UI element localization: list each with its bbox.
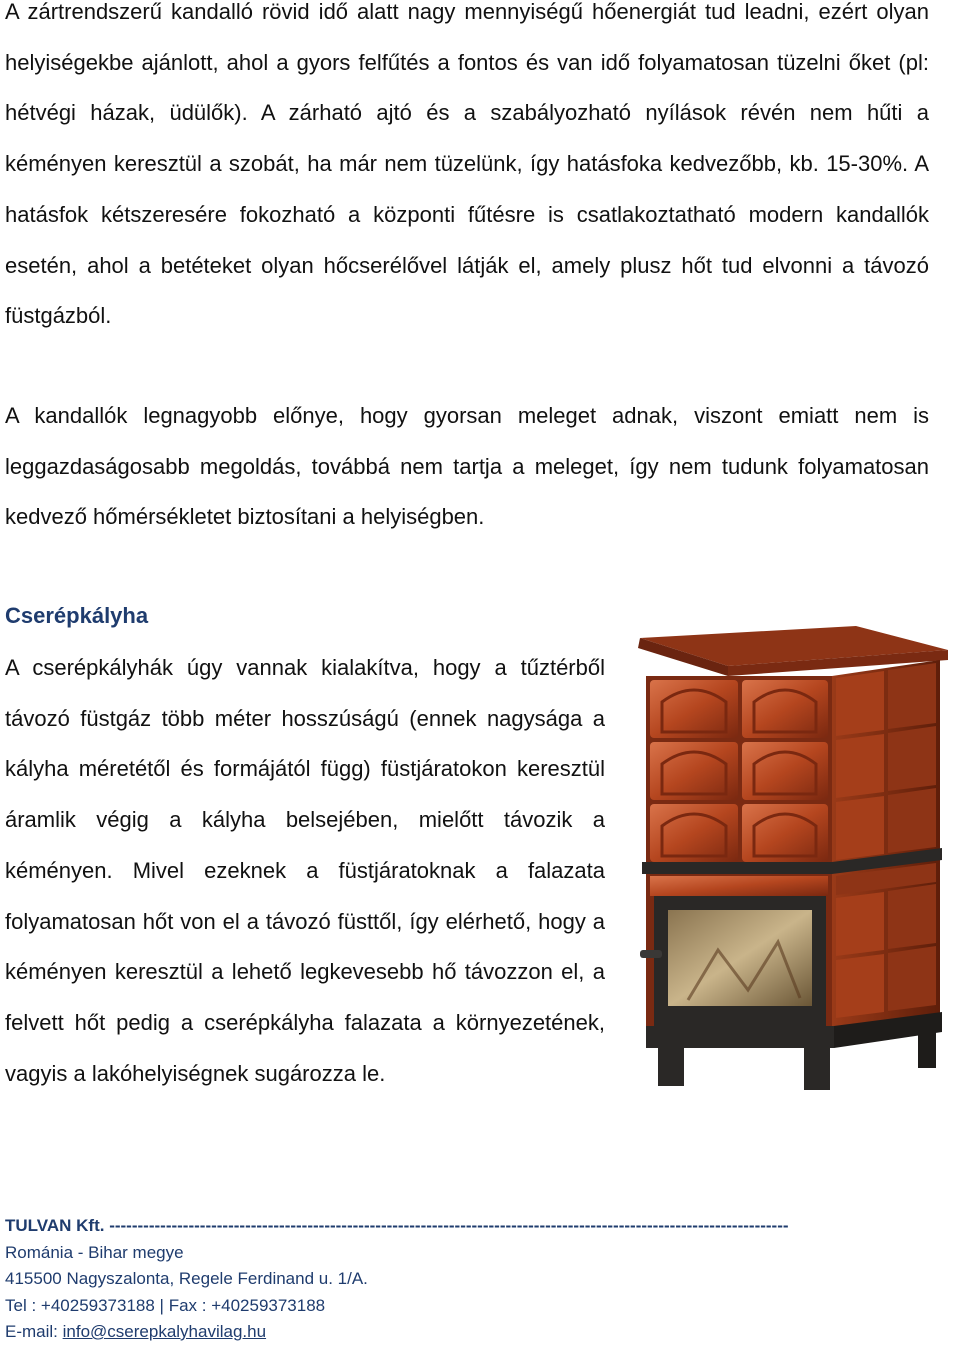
- email-link[interactable]: info@cserepkalyhavilag.hu: [62, 1322, 267, 1341]
- footer: [5, 1213, 935, 1346]
- footer-address: 415500 Nagyszalonta, Regele Ferdinand u. 1/A.: [5, 1269, 368, 1288]
- section-heading: Cserépkályha: [5, 603, 149, 628]
- stove-base: [646, 1026, 834, 1048]
- stove-leg: [804, 1048, 830, 1090]
- paragraph-fireplace: A zártrendszerű kandalló rövid idő alatt nagy mennyiségű hőenergiát tud leadni, ezért olyan helyiségekbe ajánlott, ahol a gyors felfűtés a fontos és van idő folyamatosan tüzelni őket (pl: hétvégi házak, üdülők). A zárható ajtó és a szabályozható nyílások révén nem hűti a kéményen keresztül a szobát, ha már nem tüzelünk, így hatásfoka kedvezőbb, kb. 15-30%. A hatásfok kétszeresére fokozható a központi fűtésre is csatlakoztatható modern kandallók esetén, ahol a betéteket olyan hőcserélővel látják el, amely plusz hőt tud elvonni a távozó füstgázból.: [5, 0, 929, 329]
- email-label: E-mail:: [5, 1322, 63, 1341]
- footer-separator: ------------------------------------------------------------------------------------------------------------------------: [109, 1216, 789, 1235]
- paragraph-tile-stove: A cserépkályhák úgy vannak kialakítva, hogy a tűztérből távozó füstgáz több méter hosszúságú (ennek nagysága a kályha méretétől és formájától függ) füstjáratokon keresztül áramlik végig a kályha belsejében, mielőtt távozik a kéményen. Mivel ezeknek a füstjáratoknak a falazata folyamatosan hőt von el a távozó füsttől, így elérhető, hogy a kéményen keresztül a lehető legkevesebb hő távozzon el, a felvett hőt pedig a cserépkályha falazata a környezetének, vagyis a lakóhelyiségnek sugározza le.: [5, 655, 605, 1086]
- stove-fire-door: [640, 896, 826, 1026]
- stove-leg: [658, 1048, 684, 1086]
- company-name: TULVAN Kft.: [5, 1216, 105, 1235]
- footer-region: Románia - Bihar megye: [5, 1242, 184, 1262]
- footer-email-row: [5, 1319, 935, 1346]
- paragraph-fireplace-advantages: A kandallók legnagyobb előnye, hogy gyorsan meleget adnak, viszont emiatt nem is leggazdaságosabb megoldás, továbbá nem tartja a meleget, így nem tudunk folyamatosan kedvező hőmérsékletet biztosítani a helyiségben.: [5, 403, 929, 530]
- stove-leg: [918, 1032, 936, 1068]
- footer-company-row: [5, 1213, 935, 1240]
- tile-stove-illustration: [628, 620, 958, 1095]
- tile-stove-image: [628, 620, 958, 1095]
- footer-phone-fax: Tel : +40259373188 | Fax : +40259373188: [5, 1295, 326, 1315]
